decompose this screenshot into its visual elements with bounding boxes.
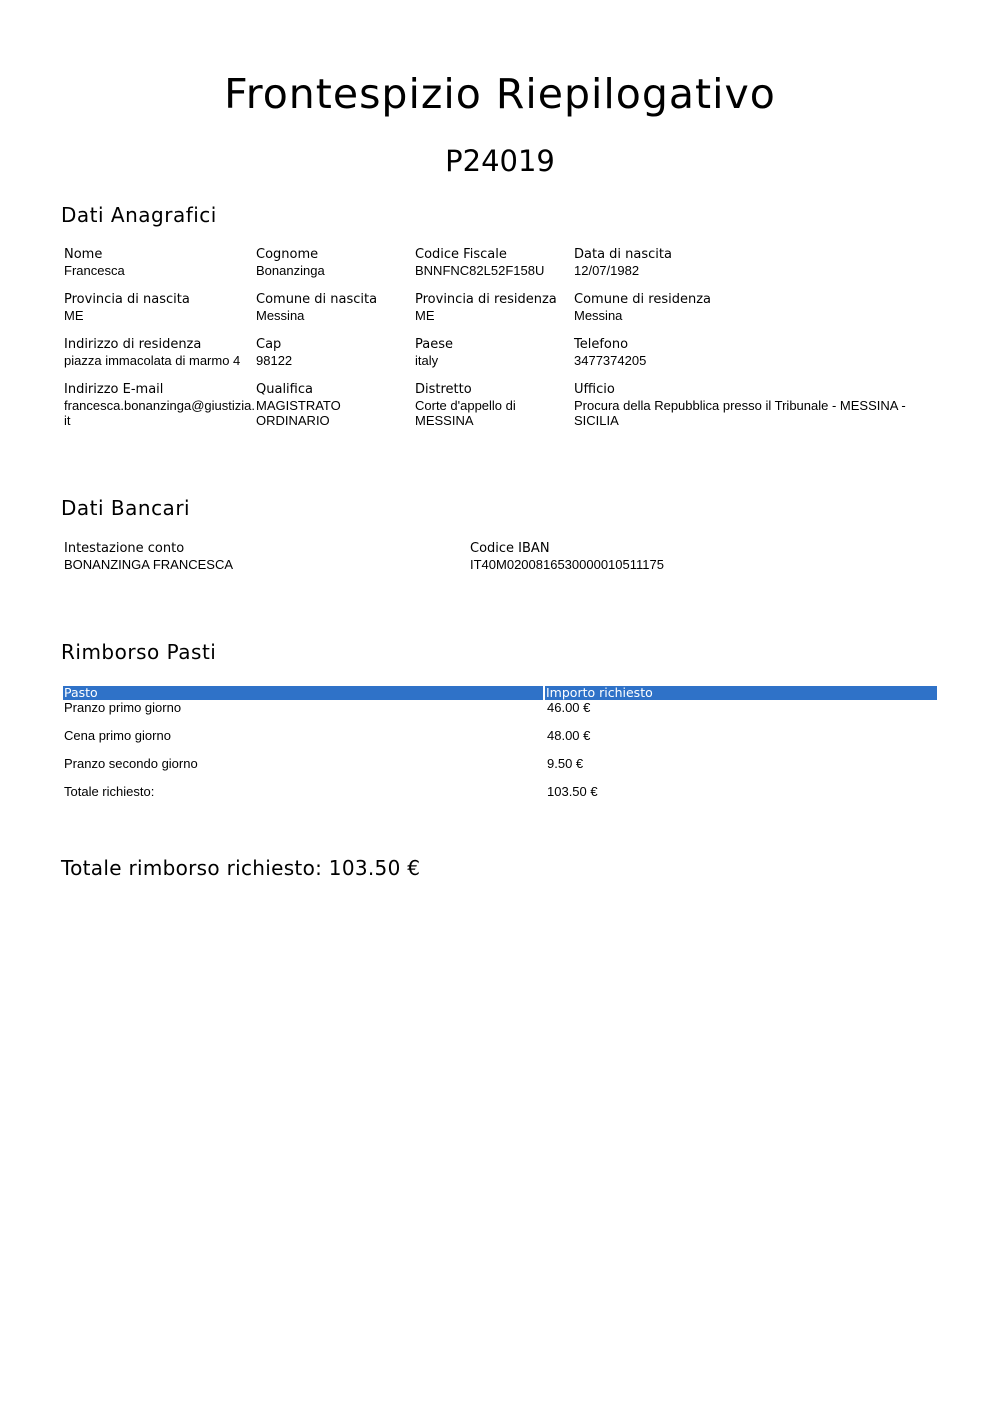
table-row-total bbox=[63, 784, 937, 812]
table-row bbox=[63, 756, 937, 784]
field-label: Comune di nascita bbox=[256, 292, 378, 307]
cell-pasto: Totale richiesto: bbox=[64, 784, 155, 799]
cell-pasto: Pranzo primo giorno bbox=[64, 700, 182, 715]
field-comune-di-residenza bbox=[574, 291, 764, 323]
field-value: IT40M0200816530000010511175 bbox=[470, 557, 664, 572]
field-label: Provincia di nascita bbox=[64, 292, 190, 307]
document-title: Frontespizio Riepilogativo bbox=[224, 70, 776, 118]
field-codice-iban bbox=[470, 540, 850, 572]
field-value: francesca.bonanzinga@giustizia. it bbox=[64, 398, 255, 428]
field-ufficio bbox=[574, 381, 934, 428]
column-header-importo: Importo richiesto bbox=[545, 686, 937, 700]
cell-importo: 48.00 € bbox=[547, 728, 591, 743]
field-value: Francesca bbox=[64, 263, 125, 278]
field-value: ME bbox=[64, 308, 84, 323]
table-header bbox=[63, 686, 937, 700]
field-label: Cap bbox=[256, 337, 282, 352]
table-row bbox=[63, 728, 937, 756]
field-provincia-di-nascita bbox=[64, 291, 254, 323]
field-label: Nome bbox=[64, 247, 103, 262]
field-intestazione-conto bbox=[64, 540, 444, 572]
cell-pasto: Pranzo secondo giorno bbox=[64, 756, 198, 771]
field-label: Data di nascita bbox=[574, 247, 672, 262]
table-row bbox=[63, 700, 937, 728]
field-value: ME bbox=[415, 308, 435, 323]
field-label: Provincia di residenza bbox=[415, 292, 557, 307]
field-nome bbox=[64, 246, 254, 278]
field-label: Comune di residenza bbox=[574, 292, 712, 307]
field-value: Messina bbox=[574, 308, 623, 323]
field-value: 3477374205 bbox=[574, 353, 647, 368]
cell-importo: 9.50 € bbox=[547, 756, 584, 771]
field-value: BNNFNC82L52F158U bbox=[415, 263, 545, 278]
field-label: Qualifica bbox=[256, 382, 313, 397]
cell-pasto: Cena primo giorno bbox=[64, 728, 171, 743]
field-indirizzo-di-residenza bbox=[64, 336, 254, 368]
section-title-rimborso-pasti: Rimborso Pasti bbox=[61, 640, 217, 664]
field-value: Messina bbox=[256, 308, 305, 323]
field-label: Codice IBAN bbox=[470, 541, 550, 556]
rimborso-pasti-table bbox=[63, 686, 937, 812]
field-value: piazza immacolata di marmo 4 bbox=[64, 353, 241, 368]
field-value: BONANZINGA FRANCESCA bbox=[64, 557, 234, 572]
cell-importo: 103.50 € bbox=[547, 784, 598, 799]
field-value: MAGISTRATO ORDINARIO bbox=[256, 398, 341, 428]
field-indirizzo-email bbox=[64, 381, 254, 428]
document-code: P24019 bbox=[445, 144, 555, 178]
field-data-di-nascita bbox=[574, 246, 764, 278]
field-label: Indirizzo di residenza bbox=[64, 337, 202, 352]
section-title-dati-anagrafici: Dati Anagrafici bbox=[61, 203, 217, 227]
field-label: Paese bbox=[415, 337, 453, 352]
field-value: Procura della Repubblica presso il Tribunale - MESSINA - SICILIA bbox=[574, 398, 906, 428]
totale-rimborso: Totale rimborso richiesto: 103.50 € bbox=[61, 856, 421, 880]
field-label: Codice Fiscale bbox=[415, 247, 507, 262]
field-value: italy bbox=[415, 353, 439, 368]
field-telefono bbox=[574, 336, 764, 368]
field-value: 98122 bbox=[256, 353, 293, 368]
field-label: Indirizzo E-mail bbox=[64, 382, 164, 397]
column-header-pasto: Pasto bbox=[63, 686, 543, 700]
cell-importo: 46.00 € bbox=[547, 700, 591, 715]
field-label: Distretto bbox=[415, 382, 472, 397]
field-label: Ufficio bbox=[574, 382, 615, 397]
field-value: Bonanzinga bbox=[256, 263, 325, 278]
field-value: 12/07/1982 bbox=[574, 263, 640, 278]
field-label: Cognome bbox=[256, 247, 319, 262]
field-value: Corte d'appello di MESSINA bbox=[415, 398, 516, 428]
field-label: Intestazione conto bbox=[64, 541, 185, 556]
field-label: Telefono bbox=[574, 337, 629, 352]
section-title-dati-bancari: Dati Bancari bbox=[61, 496, 191, 520]
